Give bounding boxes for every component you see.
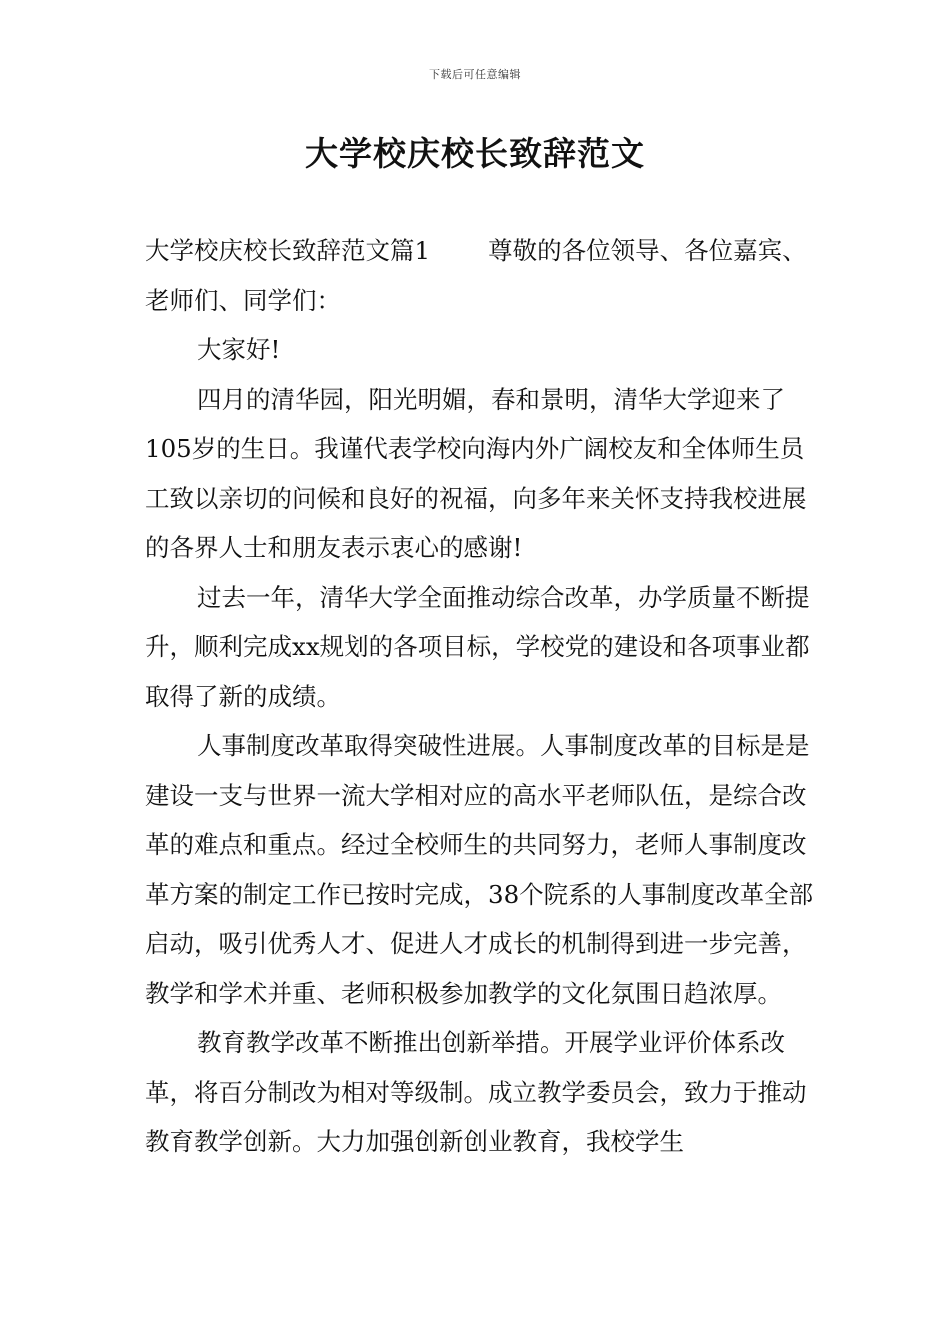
body-paragraph: 人事制度改革取得突破性进展。人事制度改革的目标是是建设一支与世界一流大学相对应的高水平老师队伍，是综合改革的难点和重点。经过全校师生的共同努力，老师人事制度改革方案的制定工作已按时完成，38个院系的人事制度改革全部启动，吸引优秀人才、促进人才成长的机制得到进一步完善，教学和学术并重、老师积极参加教学的文化氛围日趋浓厚。 — [145, 731, 814, 1008]
body-paragraph: 教育教学改革不断推出创新举措。开展学业评价体系改革，将百分制改为相对等级制。成立教学委员会，致力于推动教育教学创新。大力加强创新创业教育，我校学生 — [145, 1028, 807, 1156]
opening-paragraph — [145, 226, 825, 325]
body-paragraph: 过去一年，清华大学全面推动综合改革，办学质量不断提升，顺利完成xx规划的各项目标，学校党的建设和各项事业都取得了新的成绩。 — [145, 582, 810, 711]
body-paragraph: 大家好! — [197, 335, 281, 364]
body-paragraph: 四月的清华园，阳光明媚，春和景明，清华大学迎来了105岁的生日。我谨代表学校向海内外广阔校友和全体师生员工致以亲切的问候和良好的祝福，向多年来关怀支持我校进展的各界人士和朋友表示衷心的感谢! — [145, 384, 807, 562]
salutation: 尊敬的各位领导、各位嘉宾、老师们、同学们： — [145, 236, 807, 315]
document-body — [145, 226, 825, 1167]
page-header-note: 下载后可任意编辑 — [429, 68, 521, 81]
intro-heading: 大学校庆校长致辞范文篇1 — [145, 236, 431, 265]
document-title: 大学校庆校长致辞范文 — [305, 134, 645, 173]
